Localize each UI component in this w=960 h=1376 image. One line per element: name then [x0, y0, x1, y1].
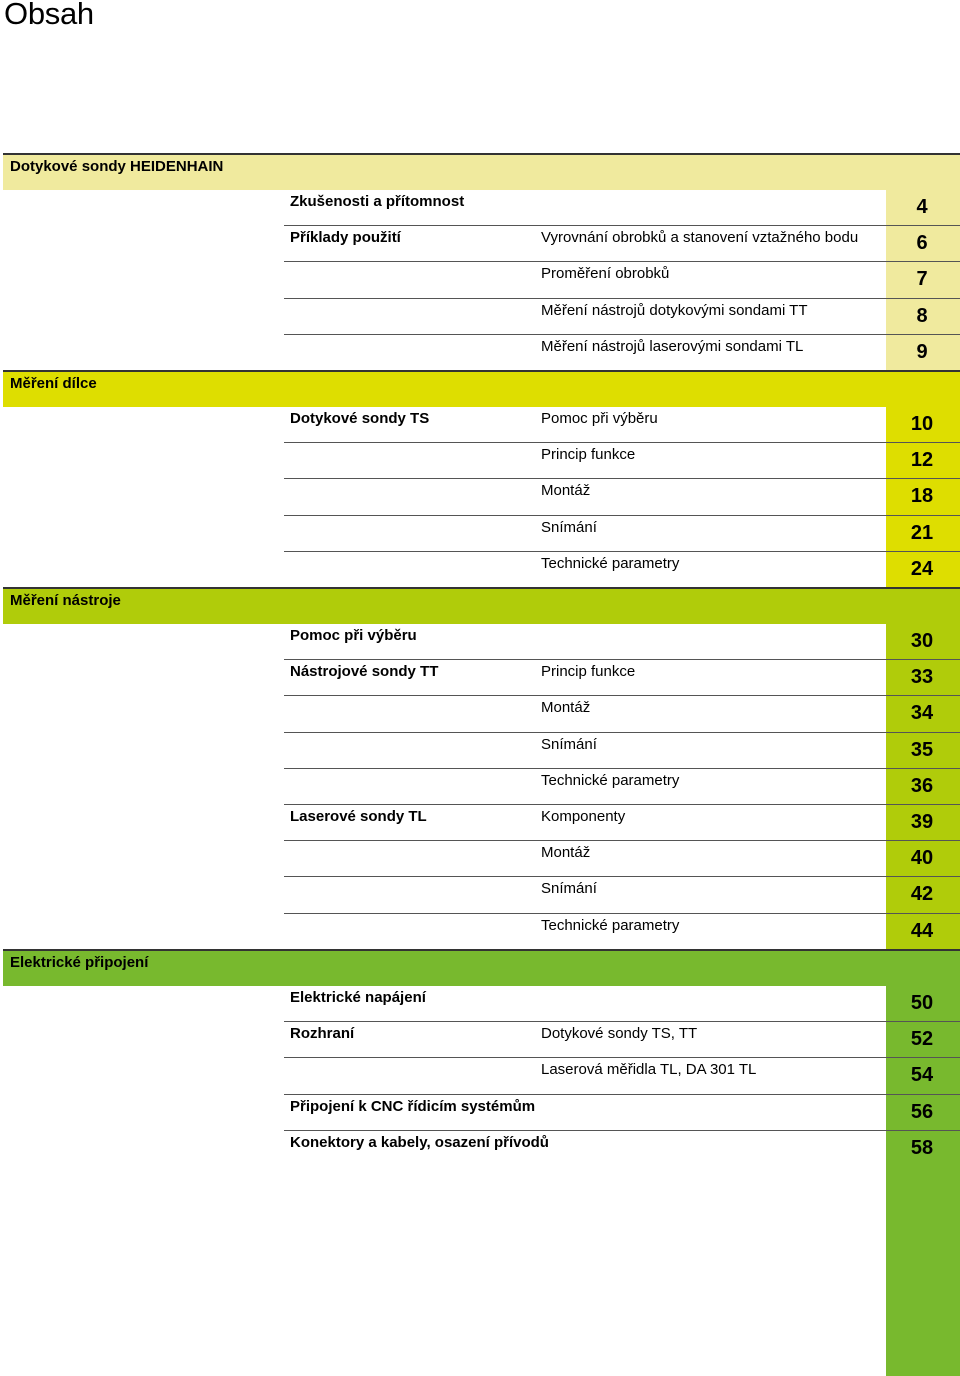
- toc-entry[interactable]: [284, 876, 960, 912]
- page-number: 44: [910, 920, 934, 942]
- toc-entry[interactable]: [284, 913, 960, 949]
- row-divider: [284, 840, 960, 841]
- page-number: 34: [910, 702, 934, 724]
- entry-subtitle: Technické parametry: [541, 555, 680, 572]
- page-number: 52: [910, 1028, 934, 1050]
- section-header: [3, 587, 960, 624]
- toc-entry[interactable]: [284, 225, 960, 261]
- row-divider: [284, 804, 960, 805]
- entry-subtitle: Komponenty: [541, 808, 626, 825]
- toc-entry[interactable]: [284, 334, 960, 370]
- page-number: 12: [910, 449, 934, 471]
- entry-subtitle: Princip funkce: [541, 663, 636, 680]
- page-number: 21: [910, 522, 934, 544]
- entry-subtitle: Pomoc při výběru: [541, 410, 658, 427]
- entry-subtitle: Technické parametry: [541, 772, 680, 789]
- toc-entry[interactable]: [284, 695, 960, 731]
- section-title: Dotykové sondy HEIDENHAIN: [10, 158, 224, 175]
- row-divider: [284, 732, 960, 733]
- row-divider: [284, 876, 960, 877]
- toc-entry[interactable]: [284, 551, 960, 587]
- row-divider: [284, 1021, 960, 1022]
- entry-title: Připojení k CNC řídicím systémům: [290, 1098, 536, 1115]
- row-divider: [284, 551, 960, 552]
- toc-entry[interactable]: [284, 804, 960, 840]
- page-number: 58: [910, 1137, 934, 1159]
- row-divider: [284, 1057, 960, 1058]
- row-divider: [284, 695, 960, 696]
- section-title: Měření dílce: [10, 375, 97, 392]
- entry-subtitle: Montáž: [541, 482, 591, 499]
- toc-entry[interactable]: [284, 261, 960, 297]
- entry-subtitle: Snímání: [541, 519, 597, 536]
- section-header: [3, 153, 960, 190]
- toc-entry[interactable]: [284, 840, 960, 876]
- entry-subtitle: Princip funkce: [541, 446, 636, 463]
- section-title: Elektrické připojení: [10, 954, 149, 971]
- section-header: [3, 370, 960, 407]
- toc-entry[interactable]: [284, 406, 960, 442]
- toc-entry[interactable]: [284, 623, 960, 659]
- page-number: 8: [916, 305, 928, 327]
- page-number: 35: [910, 739, 934, 761]
- toc-entry[interactable]: [284, 1094, 960, 1130]
- page-number: 18: [910, 485, 934, 507]
- page-number: 10: [910, 413, 934, 435]
- entry-subtitle: Montáž: [541, 699, 591, 716]
- row-divider: [284, 1094, 960, 1095]
- row-divider: [284, 659, 960, 660]
- page-number: 30: [910, 630, 934, 652]
- entry-title: Pomoc při výběru: [290, 627, 417, 644]
- toc-entry[interactable]: [284, 768, 960, 804]
- page-title: Obsah: [4, 0, 94, 31]
- toc-entry[interactable]: [284, 478, 960, 514]
- entry-subtitle: Montáž: [541, 844, 591, 861]
- page-number: 40: [910, 847, 934, 869]
- row-divider: [284, 478, 960, 479]
- row-divider: [284, 515, 960, 516]
- toc-entry[interactable]: [284, 298, 960, 334]
- entry-subtitle: Měření nástrojů laserovými sondami TL: [541, 338, 804, 355]
- entry-subtitle: Vyrovnání obrobků a stanovení vztažného bodu: [541, 229, 859, 246]
- entry-title: Dotykové sondy TS: [290, 410, 430, 427]
- toc-entry[interactable]: [284, 659, 960, 695]
- entry-title: Nástrojové sondy TT: [290, 663, 439, 680]
- page-number: 33: [910, 666, 934, 688]
- entry-title: Laserové sondy TL: [290, 808, 427, 825]
- entry-subtitle: Snímání: [541, 736, 597, 753]
- page-number: 9: [916, 341, 928, 363]
- row-divider: [284, 261, 960, 262]
- toc-entry[interactable]: [284, 985, 960, 1021]
- entry-title: Konektory a kabely, osazení přívodů: [290, 1134, 549, 1151]
- toc-entry[interactable]: [284, 515, 960, 551]
- page-number: 24: [910, 558, 934, 580]
- row-divider: [284, 298, 960, 299]
- row-divider: [284, 768, 960, 769]
- page-number: 56: [910, 1101, 934, 1123]
- entry-title: Rozhraní: [290, 1025, 355, 1042]
- row-divider: [284, 913, 960, 914]
- page-number: 39: [910, 811, 934, 833]
- entry-subtitle: Dotykové sondy TS, TT: [541, 1025, 698, 1042]
- page-number: 4: [916, 196, 928, 218]
- row-divider: [284, 442, 960, 443]
- entry-subtitle: Proměření obrobků: [541, 265, 670, 282]
- section-title: Měření nástroje: [10, 592, 121, 609]
- entry-subtitle: Technické parametry: [541, 917, 680, 934]
- toc-entry[interactable]: [284, 732, 960, 768]
- section-header: [3, 949, 960, 986]
- page-number: 42: [910, 883, 934, 905]
- toc-entry[interactable]: [284, 442, 960, 478]
- entry-subtitle: Měření nástrojů dotykovými sondami TT: [541, 302, 808, 319]
- row-divider: [284, 1130, 960, 1131]
- entry-subtitle: Laserová měřidla TL, DA 301 TL: [541, 1061, 757, 1078]
- entry-title: Příklady použití: [290, 229, 401, 246]
- toc-entry[interactable]: [284, 1057, 960, 1093]
- page-number: 7: [916, 268, 928, 290]
- row-divider: [284, 334, 960, 335]
- toc-entry[interactable]: [284, 189, 960, 225]
- entry-title: Elektrické napájení: [290, 989, 426, 1006]
- page-number: 36: [910, 775, 934, 797]
- entry-title: Zkušenosti a přítomnost: [290, 193, 465, 210]
- toc-entry[interactable]: [284, 1021, 960, 1057]
- entry-subtitle: Snímání: [541, 880, 597, 897]
- toc-entry[interactable]: [284, 1130, 960, 1166]
- page-number: 50: [910, 992, 934, 1014]
- row-divider: [284, 225, 960, 226]
- page-number: 54: [910, 1064, 934, 1086]
- page-number: 6: [916, 232, 928, 254]
